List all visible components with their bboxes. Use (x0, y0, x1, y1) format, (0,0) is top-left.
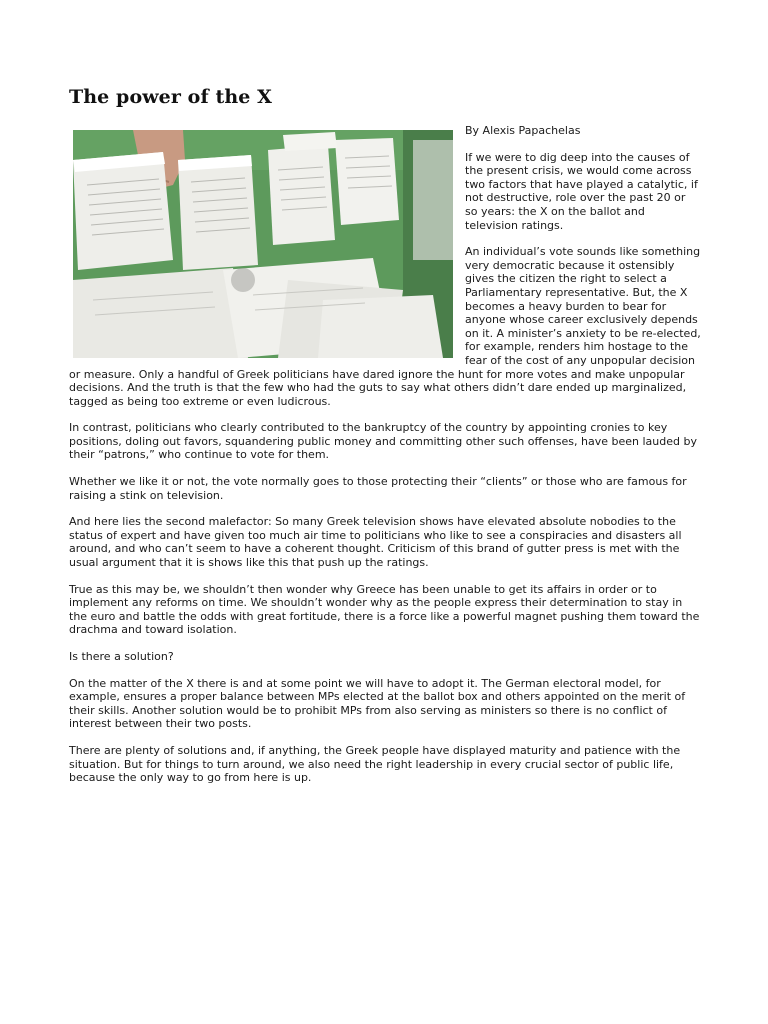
article-paragraph-7: Is there a solution? (69, 650, 174, 663)
article-paragraph-3: In contrast, politicians who clearly contributed to the bankruptcy of the country by appointing cronies to key positions, doling out favors, squandering public money and committing other such offenses, have been lauded by their “patrons,” who continue to vote for them. (69, 421, 697, 462)
article-title: The power of the X (69, 86, 272, 108)
article-paragraph-2: An individual’s vote sounds like something very democratic because it ostensibly gives the citizen the right to select a Parliamentary representative. But, the X becomes a heavy burden to bear for anyone whose career exclusively depends on it. A minister’s anxiety to be re-elected, for example, renders him hostage to the fear of the cost of any unpopular decision or measure. Only a handful of Greek politicians have dared ignore the hunt for more votes and make unpopular decisions. And the truth is that the few who had the guts to say what others didn’t dare ended up marginalized, tagged as being too extreme or even ludicrous. (69, 245, 701, 408)
article-byline: By Alexis Papachelas (465, 124, 581, 137)
ballot-papers-photo (73, 130, 453, 358)
article-paragraph-1: If we were to dig deep into the causes of the present crisis, we would come across two factors that have played a catalytic, if not destructive, role over the past 20 or so years: the X on the ballot and television ratings. (465, 150, 698, 232)
article-paragraph-5: And here lies the second malefactor: So many Greek television shows have elevated absolute nobodies to the status of expert and have given too much air time to politicians who like to see a conspiracies and disasters all around, and who can’t seem to have a coherent thought. Criticism of this brand of gutter press is met with the usual argument that it is shows like this that push up the ratings. (69, 515, 682, 570)
article-body (69, 124, 701, 798)
article-paragraph-4: Whether we like it or not, the vote normally goes to those protecting their “clients” or those who are famous for raising a stink on television. (69, 475, 687, 502)
article-paragraph-6: True as this may be, we shouldn’t then wonder why Greece has been unable to get its affairs in order or to implement any reforms on time. We shouldn’t wonder why as the people express their determination to stay in the euro and battle the odds with great fortitude, there is a force like a powerful magnet pushing them toward the drachma and toward isolation. (69, 582, 700, 637)
article-paragraph-8: On the matter of the X there is and at some point we will have to adopt it. The German electoral model, for example, ensures a proper balance between MPs elected at the ballot box and others appointed on the merit of their skills. Another solution would be to prohibit MPs from also serving as ministers so there is no conflict of interest between their two posts. (69, 676, 686, 731)
article-paragraph-9: There are plenty of solutions and, if anything, the Greek people have displayed maturity and patience with the situation. But for things to turn around, we also need the right leadership in every crucial sector of public life, because the only way to go from here is up. (69, 743, 681, 785)
